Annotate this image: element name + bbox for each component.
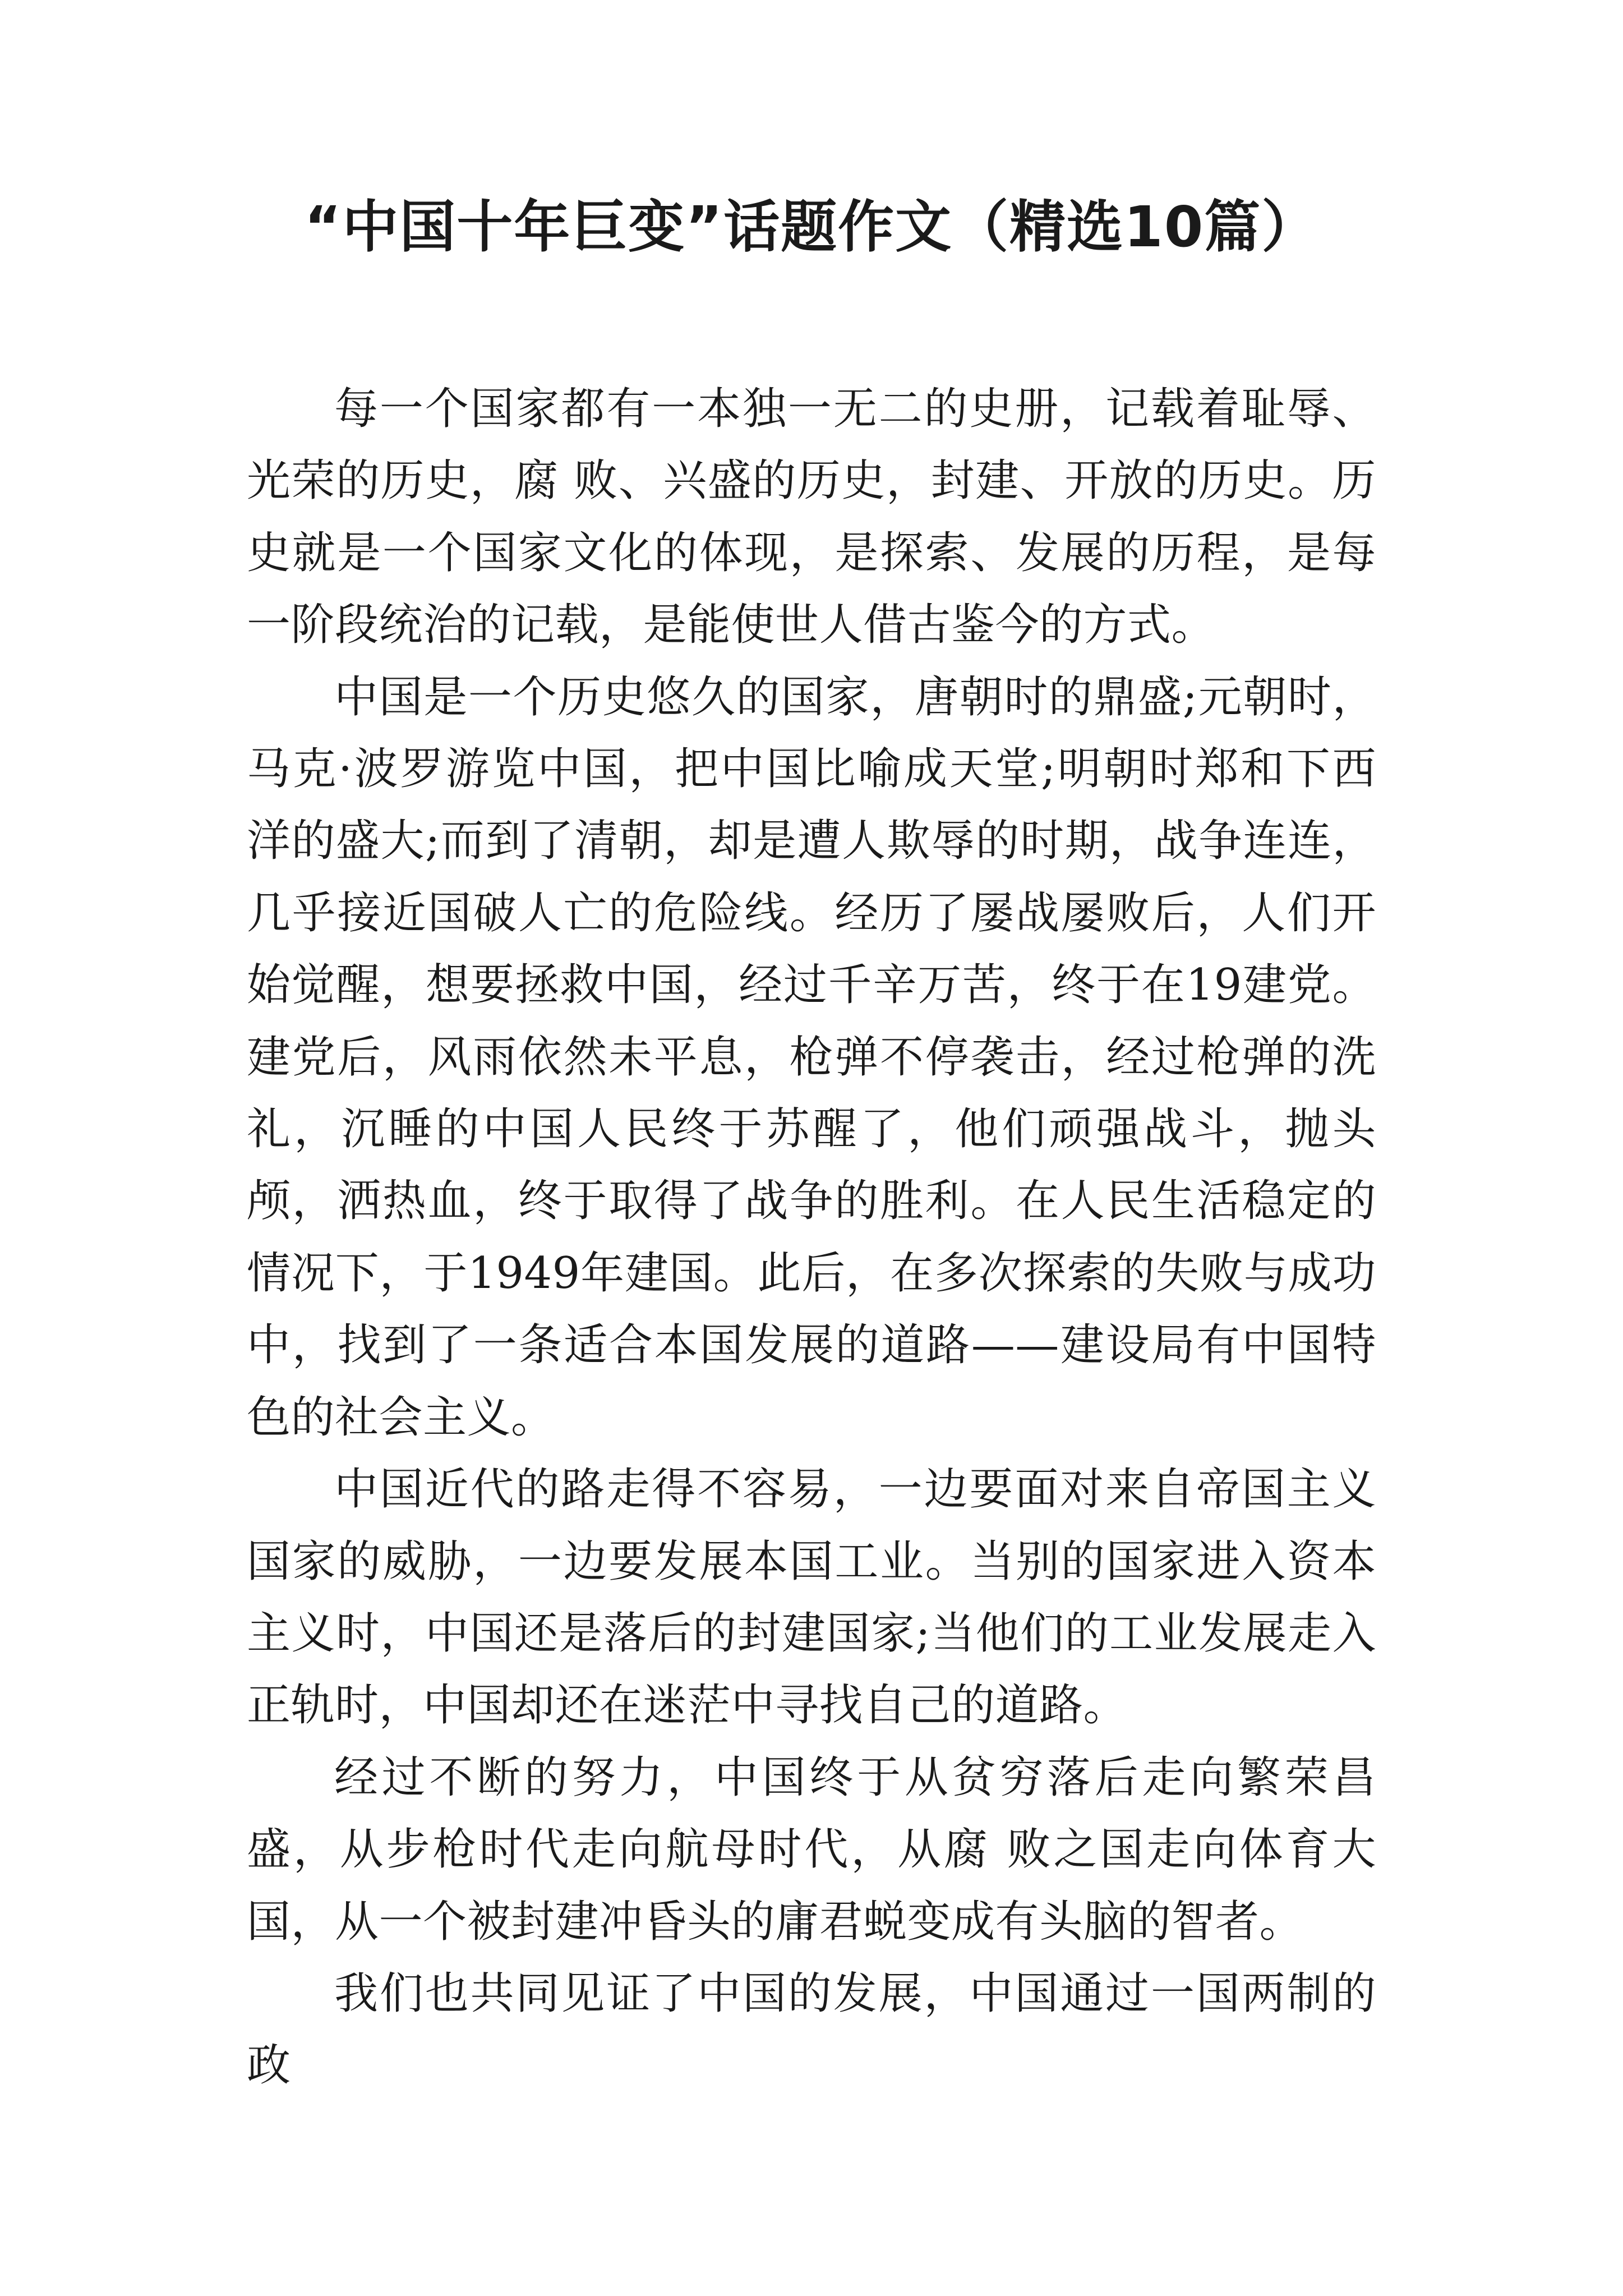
paragraph-5: 我们也共同见证了中国的发展，中国通过一国两制的政 xyxy=(247,1968,1376,2091)
paragraph-4: 经过不断的努力，中国终于从贫穷落后走向繁荣昌盛，从步枪时代走向航母时代，从腐 败之国走向体育大国，从一个被封建冲昏头的庸君蜕变成有头脑的智者。 xyxy=(247,1752,1376,1947)
document-body xyxy=(247,373,1376,2102)
paragraph-3: 中国近代的路走得不容易，一边要面对来自帝国主义国家的威胁，一边要发展本国工业。当别的国家进入资本主义时，中国还是落后的封建国家;当他们的工业发展走入正轨时，中国却还在迷茫中寻找自己的道路。 xyxy=(247,1464,1376,1731)
paragraph-2: 中国是一个历史悠久的国家，唐朝时的鼎盛;元朝时，马克·波罗游览中国，把中国比喻成天堂;明朝时郑和下西洋的盛大;而到了清朝，却是遭人欺辱的时期，战争连连，几乎接近国破人亡的危险线。经历了屡战屡败后，人们开始觉醒，想要拯救中国，经过千辛万苦，终于在19建党。建党后，风雨依然未平息，枪弹不停袭击，经过枪弹的洗礼，沉睡的中国人民终于苏醒了，他们顽强战斗，抛头颅，洒热血，终于取得了战争的胜利。在人民生活稳定的情况下，于1949年建国。此后，在多次探索的失败与成功中，找到了一条适合本国发展的道路——建设局有中国特色的社会主义。 xyxy=(247,671,1376,1443)
paragraph-1: 每一个国家都有一本独一无二的史册，记载着耻辱、光荣的历史，腐 败、兴盛的历史，封建、开放的历史。历史就是一个国家文化的体现，是探索、发展的历程，是每一阶段统治的记载，是能使世人借古鉴今的方式。 xyxy=(247,384,1376,651)
document-title: “中国十年巨变”话题作文（精选10篇） xyxy=(304,194,1319,260)
